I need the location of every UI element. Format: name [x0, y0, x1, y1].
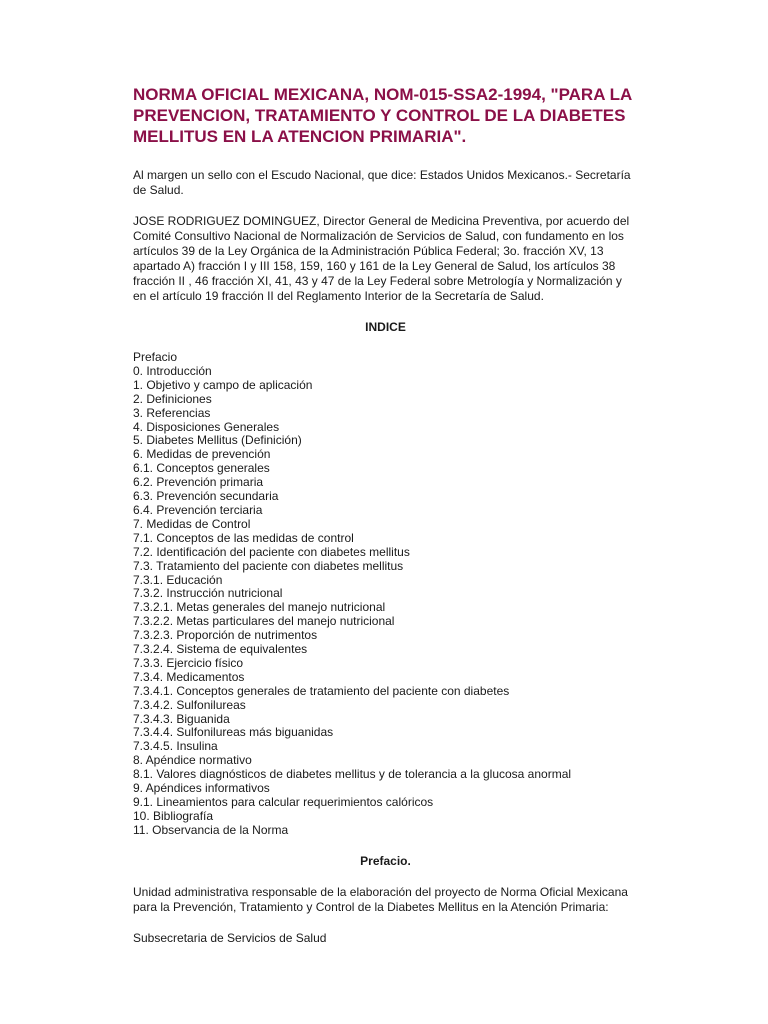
index-item: 4. Disposiciones Generales — [133, 419, 280, 434]
index-item: 7.3.1. Educación — [133, 572, 223, 587]
prefacio-paragraph: Unidad administrativa responsable de la elaboración del proyecto de Norma Oficial Mexicana para la Prevención, Tratamiento y Control de la Diabetes Mellitus en la Atención Primaria: — [133, 884, 628, 914]
index-item: 9. Apéndices informativos — [133, 781, 270, 796]
document-title: NORMA OFICIAL MEXICANA, NOM-015-SSA2-1994, "PARA LA PREVENCION, TRATAMIENTO Y CONTROL DE LA DIABETES MELLITUS EN LA ATENCION PRIMARIA". — [133, 85, 632, 146]
document-page — [133, 84, 638, 962]
subsecretaria-text: Subsecretaria de Servicios de Salud — [133, 930, 327, 945]
index-item: 7.3.2. Instrucción nutricional — [133, 586, 283, 601]
index-item: 7.3.4. Medicamentos — [133, 669, 245, 684]
index-item: 6.1. Conceptos generales — [133, 461, 270, 476]
index-item: 7.3.2.3. Proporción de nutrimentos — [133, 628, 318, 643]
index-item: 7.3.4.3. Biguanida — [133, 711, 230, 726]
index-item: 7.3.2.2. Metas particulares del manejo nutricional — [133, 614, 395, 629]
index-item: 7. Medidas de Control — [133, 516, 251, 531]
index-item: 7.3. Tratamiento del paciente con diabetes mellitus — [133, 558, 404, 573]
index-item: Prefacio — [133, 350, 178, 364]
index-list — [133, 351, 638, 838]
index-item: 7.2. Identificación del paciente con diabetes mellitus — [133, 544, 410, 559]
index-item: 8. Apéndice normativo — [133, 753, 252, 768]
index-item: 7.3.4.1. Conceptos generales de tratamiento del paciente con diabetes — [133, 683, 510, 698]
intro-paragraph: Al margen un sello con el Escudo Nacional, que dice: Estados Unidos Mexicanos.- Secretaría de Salud. — [133, 168, 631, 197]
index-item: 6.2. Prevención primaria — [133, 475, 264, 490]
preamble-paragraph: JOSE RODRIGUEZ DOMINGUEZ, Director General de Medicina Preventiva, por acuerdo del Comité Consultivo Nacional de Normalización de Servicios de Salud, con fundamento en los artículos 39 de la Ley Orgánica de la Administración Pública Federal; 3o. fracción XV, 13 apartado A) fracción I y III 158, 159, 160 y 161 de la Ley General de Salud, los artículos 38 fracción II , 46 fracción XI, 41, 43 y 47 de la Ley Federal sobre Metrología y Normalización y en el artículo 19 fracción II del Reglamento Interior de la Secretaría de Salud. — [133, 214, 630, 303]
index-item: 1. Objetivo y campo de aplicación — [133, 377, 313, 392]
prefacio-heading: Prefacio. — [360, 853, 411, 868]
index-item: 3. Referencias — [133, 405, 211, 420]
index-item: 11. Observancia de la Norma — [133, 822, 289, 837]
index-item: 7.3.4.4. Sulfonilureas más biguanidas — [133, 725, 334, 740]
index-item: 8.1. Valores diagnósticos de diabetes mellitus y de tolerancia a la glucosa anormal — [133, 767, 572, 782]
index-item: 7.3.2.4. Sistema de equivalentes — [133, 642, 308, 657]
index-item: 0. Introducción — [133, 363, 212, 378]
index-item: 10. Bibliografía — [133, 808, 214, 823]
index-item: 9.1. Lineamientos para calcular requerimientos calóricos — [133, 795, 434, 809]
index-item: 7.3.3. Ejercicio físico — [133, 655, 244, 670]
index-item: 6.3. Prevención secundaria — [133, 489, 279, 504]
index-item: 7.3.2.1. Metas generales del manejo nutricional — [133, 600, 386, 615]
index-item: 7.1. Conceptos de las medidas de control — [133, 530, 354, 545]
index-heading: INDICE — [365, 320, 406, 334]
index-item: 5. Diabetes Mellitus (Definición) — [133, 433, 302, 448]
index-item: 2. Definiciones — [133, 391, 212, 406]
index-item: 7.3.4.2. Sulfonilureas — [133, 697, 246, 712]
index-item: 6.4. Prevención terciaria — [133, 502, 263, 517]
index-item: 7.3.4.5. Insulina — [133, 739, 218, 754]
index-item: 6. Medidas de prevención — [133, 447, 271, 462]
